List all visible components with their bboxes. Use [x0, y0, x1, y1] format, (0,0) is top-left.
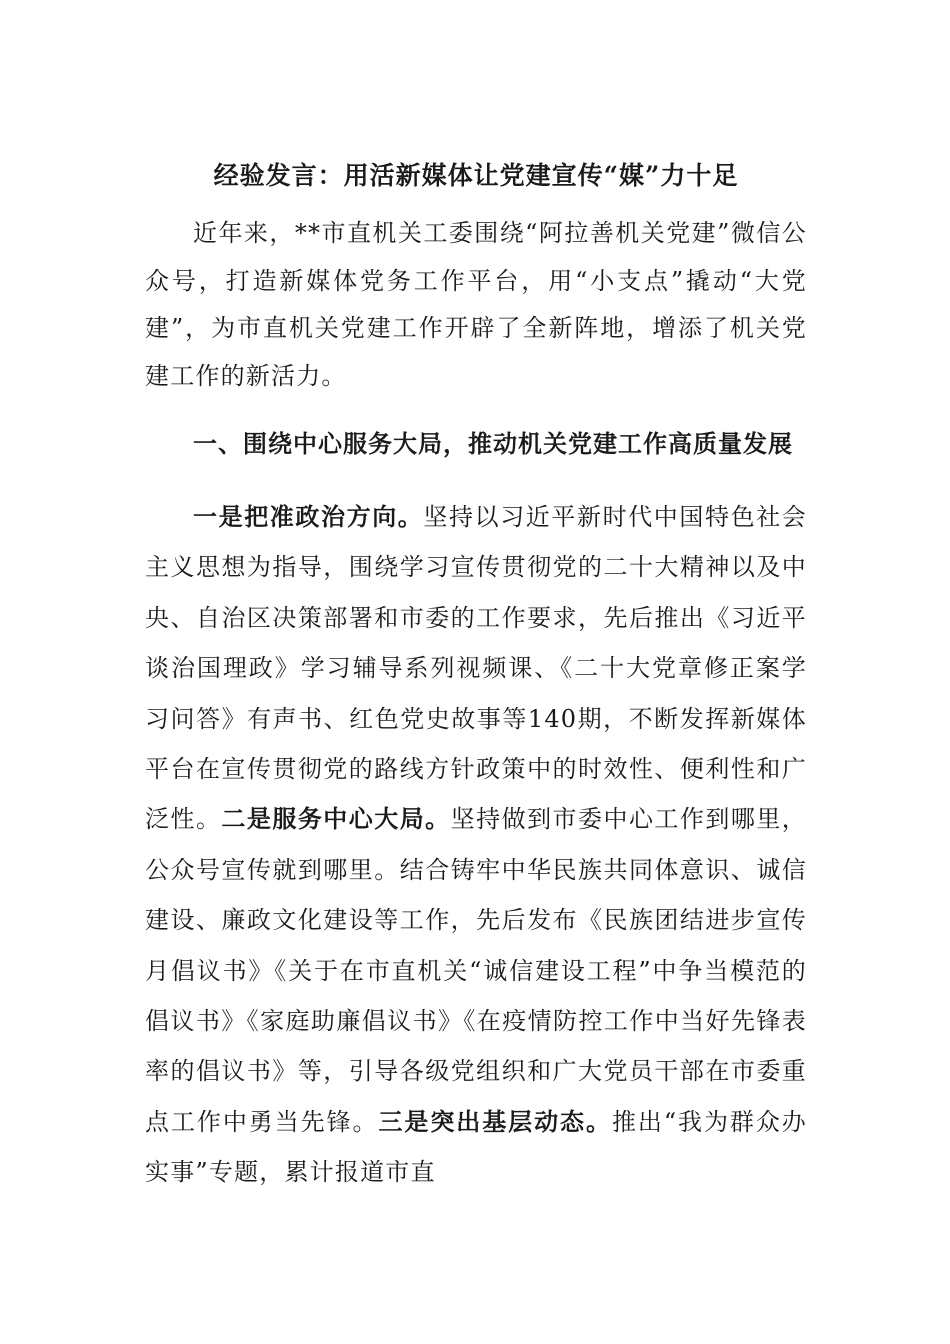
document-content [145, 150, 807, 1198]
section-heading: 一、围绕中心服务大局，推动机关党建工作高质量发展 [193, 429, 793, 458]
document-title: 经验发言：用活新媒体让党建宣传“媒”力十足 [213, 161, 739, 190]
point-1-lead: 一是把准政治方向。 [193, 502, 424, 531]
point-3-text: 推出“我为群众办实事”专题，累计报道市直 [145, 1107, 807, 1187]
point-1-text: 坚持以习近平新时代中国特色社会主义思想为指导，围绕学习宣传贯彻党的二十大精神以及中央、自治区决策部署和市委的工作要求，先后推出《习近平谈治国理政》学习辅导系列视频课、《二十大党章修正案学习问答》有声书、红色党史故事等140期，不断发挥新媒体平台在宣传贯彻党的路线方针政策中的时效性、便利性和广泛性。 [145, 503, 807, 834]
point-3-lead: 三是突出基层动态。 [378, 1106, 612, 1136]
body-paragraph [145, 492, 807, 1198]
intro-paragraph: 近年来，**市直机关工委围绕“阿拉善机关党建”微信公众号，打造新媒体党务工作平台，用“小支点”撬动“大党建”，为市直机关党建工作开辟了全新阵地，增添了机关党建工作的新活力。 [145, 219, 807, 390]
point-2-text: 坚持做到市委中心工作到哪里，公众号宣传就到哪里。结合铸牢中华民族共同体意识、诚信建设、廉政文化建设等工作，先后发布《民族团结进步宣传月倡议书》《关于在市直机关“诚信建设工程”中争当模范的倡议书》《家庭助廉倡议书》《在疫情防控工作中当好先锋表率的倡议书》等，引导各级党组织和广大党员干部在市委重点工作中勇当先锋。 [145, 805, 807, 1136]
point-2-lead: 二是服务中心大局。 [221, 804, 451, 834]
